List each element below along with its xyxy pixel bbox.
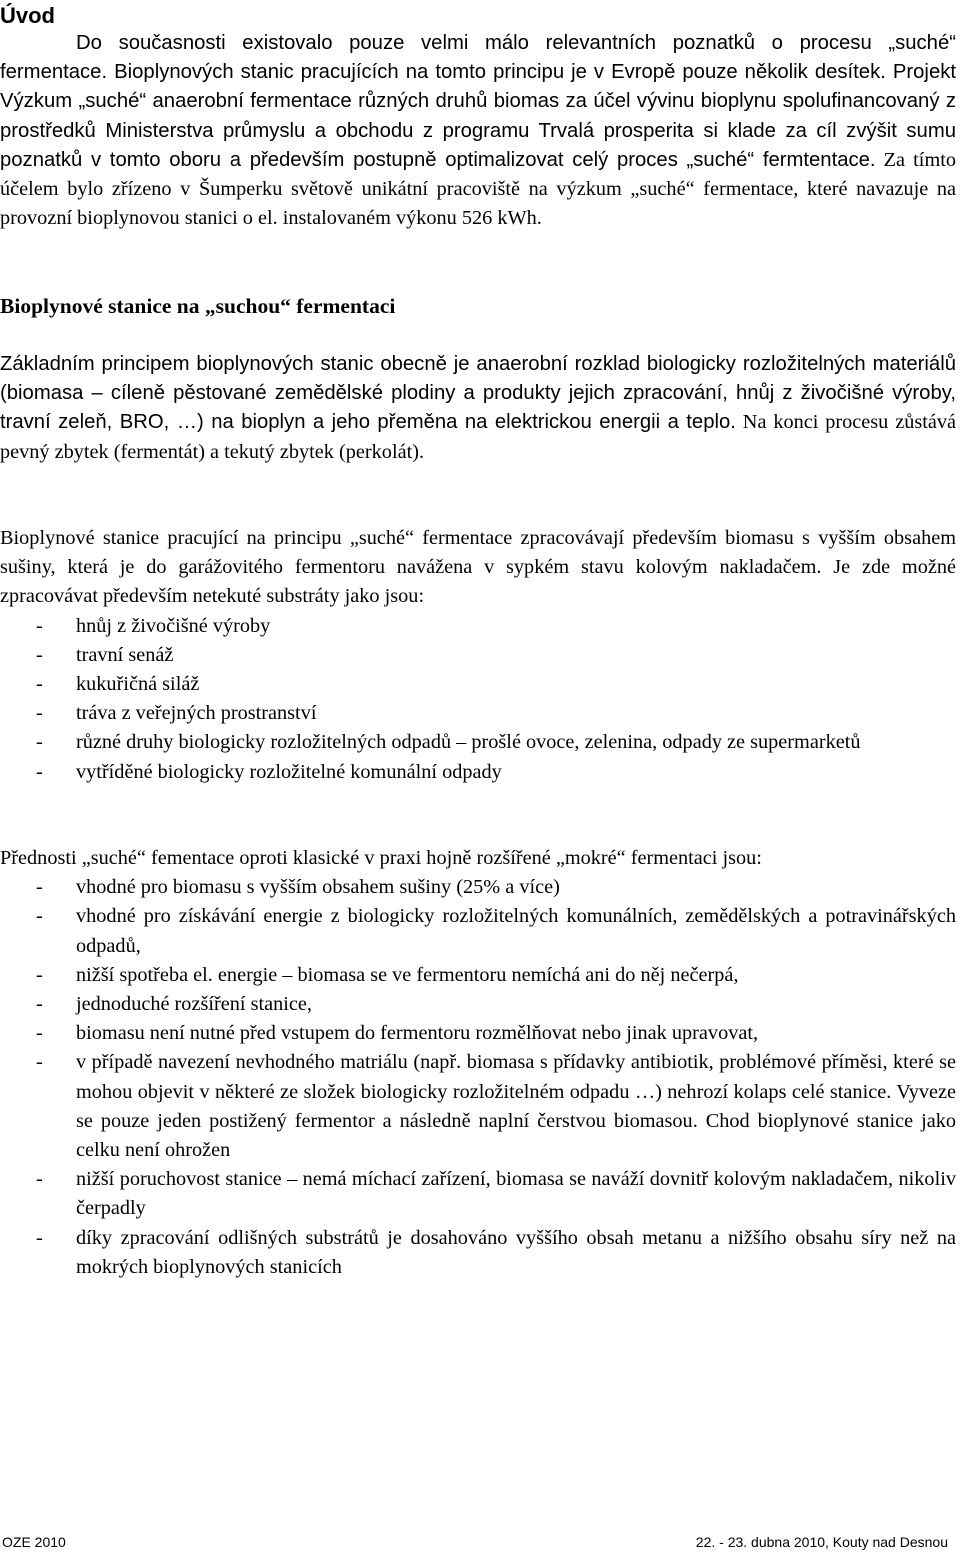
dash-bullet: - xyxy=(36,702,43,725)
list-item xyxy=(0,670,956,699)
list-item xyxy=(0,902,956,960)
list-item xyxy=(0,1019,956,1048)
dash-bullet: - xyxy=(36,760,43,783)
list-item xyxy=(0,1165,956,1223)
list-item-text: nižší spotřeba el. energie – biomasa se ve fermentoru nemíchá ani do něj nečerpá, xyxy=(76,963,739,986)
dash-bullet: - xyxy=(36,963,43,986)
dash-bullet: - xyxy=(36,1168,43,1191)
list-item-text: travní senáž xyxy=(76,643,174,666)
paragraph-dry-fermentation-text: Bioplynové stanice pracující na principu „suché“ fermentace zpracovávají především biomasu s vyšším obsahem sušiny, která je do garážovitého fermentoru navážena v sypkém stavu kolovým nakladačem. Je zde možné zpracovávat především netekuté substráty jako jsou: xyxy=(0,527,956,608)
list-item-text: jednoduché rozšíření stanice, xyxy=(76,993,312,1016)
list-item xyxy=(0,961,956,990)
list-item-text: vhodné pro biomasu s vyšším obsahem sušiny (25% a více) xyxy=(76,876,560,899)
paragraph-principle xyxy=(0,350,956,467)
list-item-text: hnůj z živočišné výroby xyxy=(76,614,271,637)
list-item xyxy=(0,758,956,787)
list-item xyxy=(0,1224,956,1282)
list-item-text: v případě navezení nevhodného matriálu (např. biomasa s přídavky antibiotik, problémové příměsi, které se mohou objevit v některé ze složek biologicky rozložitelném odpadu …) nehrozí kolaps celé stanice. Vyveze se pouze jeden postižený fermentor a následně naplní čerstvou biomasou. Chod bioplynové stanice jako celku není ohrožen xyxy=(76,1051,956,1162)
list-item xyxy=(0,641,956,670)
dash-bullet: - xyxy=(36,905,43,928)
paragraph-principle-serif-text: Na konci procesu zůstává pevný zbytek (fermentát) a tekutý zbytek (perkolát). xyxy=(0,411,957,463)
list-item xyxy=(0,699,956,728)
list-item-text: nižší poruchovost stanice – nemá míchací zařízení, biomasa se naváží dovnitř kolovým nakladačem, nikoliv čerpadly xyxy=(76,1168,956,1220)
list-item-text: různé druhy biologicky rozložitelných odpadů – prošlé ovoce, zelenina, odpady ze supermarketů xyxy=(76,731,861,754)
list-item xyxy=(0,990,956,1019)
list-item xyxy=(0,873,956,902)
paragraph-advantages-text: Přednosti „suché“ fementace oproti klasické v praxi hojně rozšířené „mokré“ fermentaci jsou: xyxy=(0,847,762,869)
intro-paragraph xyxy=(0,29,956,233)
list-item-text: vytříděné biologicky rozložitelné komunální odpady xyxy=(76,760,502,783)
dash-bullet: - xyxy=(36,673,43,696)
list-item xyxy=(0,1048,956,1165)
dash-bullet: - xyxy=(36,731,43,754)
paragraph-dry-fermentation xyxy=(0,524,956,787)
dash-bullet: - xyxy=(36,993,43,1016)
intro-serif-text: Za tímto účelem bylo zřízeno v Šumperku světově unikátní pracoviště na výzkum „suché“ fermentace, které navazuje na provozní bioplynovou stanici o el. instalovaném výkonu 526 kWh. xyxy=(0,148,956,230)
substrate-list xyxy=(0,612,956,787)
dash-bullet: - xyxy=(36,1051,43,1074)
heading-uvod: Úvod xyxy=(0,3,55,28)
dash-bullet: - xyxy=(36,614,43,637)
list-item-text: tráva z veřejných prostranství xyxy=(76,702,317,725)
dash-bullet: - xyxy=(36,1226,43,1249)
paragraph-advantages xyxy=(0,844,956,1282)
footer-conference-name: OZE 2010 xyxy=(2,1534,66,1550)
list-item xyxy=(0,612,956,641)
dash-bullet: - xyxy=(36,1022,43,1045)
paragraph-principle-sans-text: Základním principem bioplynových stanic obecně je anaerobní rozklad biologicky rozložitelných materiálů (biomasa – cíleně pěstované zemědělské plodiny a produkty jejich zpracování, hnůj z živočišné výroby, travní zeleň, BRO, …) na bioplyn a jeho přeměna na elektrickou energii a teplo. xyxy=(0,353,956,434)
intro-sans-text: Do současnosti existovalo pouze velmi málo relevantních poznatků o procesu „suché“ fermentace. Bioplynových stanic pracujících na tomto principu je v Evropě pouze několik desítek. Projekt Výzkum „suché“ anaerobní fermentace různých druhů biomas za účel vývinu bioplynu spolufinancovaný z prostředků Ministerstva průmyslu a obchodu z programu Trvalá prosperita si klade za cíl zvýšit sumu poznatků v tomto oboru a především postupně optimalizovat celý proces „suché“ fermtentace. xyxy=(0,32,956,171)
list-item-text: díky zpracování odlišných substrátů je dosahováno vyššího obsah metanu a nižšího obsahu síry než na mokrých bioplynových stanicích xyxy=(76,1226,956,1278)
advantages-list xyxy=(0,873,956,1282)
section-title: Bioplynové stanice na „suchou“ fermentaci xyxy=(0,294,396,318)
list-item-text: biomasu není nutné před vstupem do fermentoru rozmělňovat nebo jinak upravovat, xyxy=(76,1022,759,1045)
list-item xyxy=(0,728,956,757)
dash-bullet: - xyxy=(36,643,43,666)
footer-date-location: 22. - 23. dubna 2010, Kouty nad Desnou xyxy=(695,1534,948,1550)
list-item-text: vhodné pro získávání energie z biologicky rozložitelných komunálních, zemědělských a potravinářských odpadů, xyxy=(76,905,956,957)
dash-bullet: - xyxy=(36,876,43,899)
list-item-text: kukuřičná siláž xyxy=(76,673,200,696)
